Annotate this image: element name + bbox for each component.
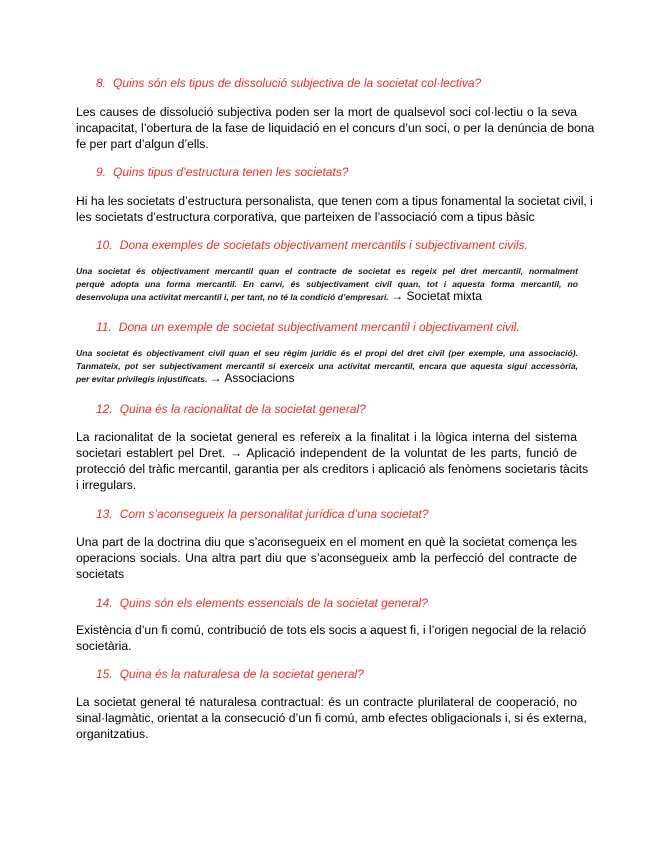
answer-line: La societat general té naturalesa contractual: és un contracte plurilateral de cooperació, no xyxy=(76,695,577,709)
question-number: 15. xyxy=(96,667,113,681)
answer-line xyxy=(76,372,578,386)
question-9 xyxy=(96,165,348,179)
question-number: 10. xyxy=(96,238,113,252)
answer-line: Les causes de dissolució subjectiva poden ser la mort de qualsevol soci col·lectiu o la seva xyxy=(76,105,577,119)
answer-line: societari establert pel Dret. → Aplicació independent de la voluntat de les parts, funció de xyxy=(76,446,577,460)
answer-line: Hi ha les societats d’estructura personalista, que tenen com a tipus fonamental la societat civil, i xyxy=(76,194,593,208)
answer-line: Existència d’un fi comú, contribució de tots els socis a aquest fi, i l’origen negocial de la relació xyxy=(76,623,587,637)
question-8 xyxy=(96,76,481,90)
answer-line: sinal·lagmàtic, orientat a la consecució d’un fi comú, amb efectes obligacionals i, si és externa, xyxy=(76,711,587,725)
question-12 xyxy=(96,402,366,416)
question-text: Quins tipus d’estructura tenen les societats? xyxy=(113,165,349,179)
answer-line: fe per part d’algun d’ells. xyxy=(76,137,209,151)
question-text: Quins són els elements essencials de la societat general? xyxy=(119,596,428,610)
question-number: 9. xyxy=(96,165,107,179)
answer-line-text: desenvolupa una activitat mercantil i, per tant, no té la condició d’empresari. xyxy=(76,292,389,303)
answer-9 xyxy=(76,193,593,225)
question-text: Dona exemples de societats objectivament mercantils i subjectivament civils. xyxy=(119,238,528,252)
question-number: 11. xyxy=(96,320,112,334)
answer-11 xyxy=(76,347,578,386)
question-text: Com s’aconsegueix la personalitat jurídica d’una societat? xyxy=(119,507,429,521)
answer-line: organitzatius. xyxy=(76,727,149,741)
answer-line: Tanmateix, pot ser subjectivament mercantil si exerceix una activitat mercantil, encara que aquesta sigui accessòria, xyxy=(76,360,578,371)
answer-14 xyxy=(76,622,587,654)
question-14 xyxy=(96,596,428,610)
answer-line: protecció del tràfic mercantil, garantia per als creditors i aplicació als fenòmens societaris tàcits xyxy=(76,462,589,476)
answer-conclusion: → Societat mixta xyxy=(391,289,482,304)
answer-line: i irregulars. xyxy=(76,478,137,492)
question-text: Dona un exemple de societat subjectivament mercantil i objectivament civil. xyxy=(118,320,520,334)
question-number: 14. xyxy=(96,596,113,610)
answer-line: Una societat és objectivament civil quan el seu règim jurídic és el propi del dret civil (per exemple, una associació). xyxy=(76,348,578,358)
question-number: 12. xyxy=(96,402,113,416)
answer-12 xyxy=(76,429,589,493)
question-10 xyxy=(96,238,528,252)
answer-line: incapacitat, l’obertura de la fase de liquidació en el concurs d’un soci, o per la denúncia de bona xyxy=(76,121,595,135)
question-number: 13. xyxy=(96,507,113,521)
question-15 xyxy=(96,667,364,681)
question-text: Quina és la naturalesa de la societat general? xyxy=(119,667,364,681)
question-text: Quina és la racionalitat de la societat general? xyxy=(119,402,366,416)
answer-line: operacions socials. Una altra part diu que s’aconsegueix amb la perfecció del contracte de xyxy=(76,551,577,565)
question-13 xyxy=(96,507,429,521)
answer-line: Una part de la doctrina diu que s’aconsegueix en el moment en què la societat comença les xyxy=(76,535,577,549)
answer-line: La racionalitat de la societat general es refereix a la finalitat i la lògica interna del sistema xyxy=(76,430,577,444)
question-text: Quins són els tipus de dissolució subjectiva de la societat col·lectiva? xyxy=(113,76,482,90)
answer-10 xyxy=(76,265,578,304)
answer-line: Una societat és objectivament mercantil quan el contracte de societat es regeix pel dret mercantil, normalment xyxy=(76,266,578,276)
question-11 xyxy=(96,320,520,334)
answer-line: societària. xyxy=(76,639,132,653)
question-number: 8. xyxy=(96,76,107,90)
answer-8 xyxy=(76,104,595,152)
answer-13 xyxy=(76,534,577,582)
answer-15 xyxy=(76,694,587,742)
answer-line xyxy=(76,290,578,304)
answer-line: les societats d’estructura corporativa, que parteixen de l’associació com a tipus bàsic xyxy=(76,210,535,224)
answer-conclusion: → Associacions xyxy=(209,371,295,386)
answer-line-text: per evitar privilegis injustificats. xyxy=(76,374,208,385)
answer-line: perquè adopta una forma mercantil. En canvi, és subjectivament civil quan, tot i aquesta forma mercantil, no xyxy=(76,278,578,289)
answer-line: societats xyxy=(76,567,125,581)
